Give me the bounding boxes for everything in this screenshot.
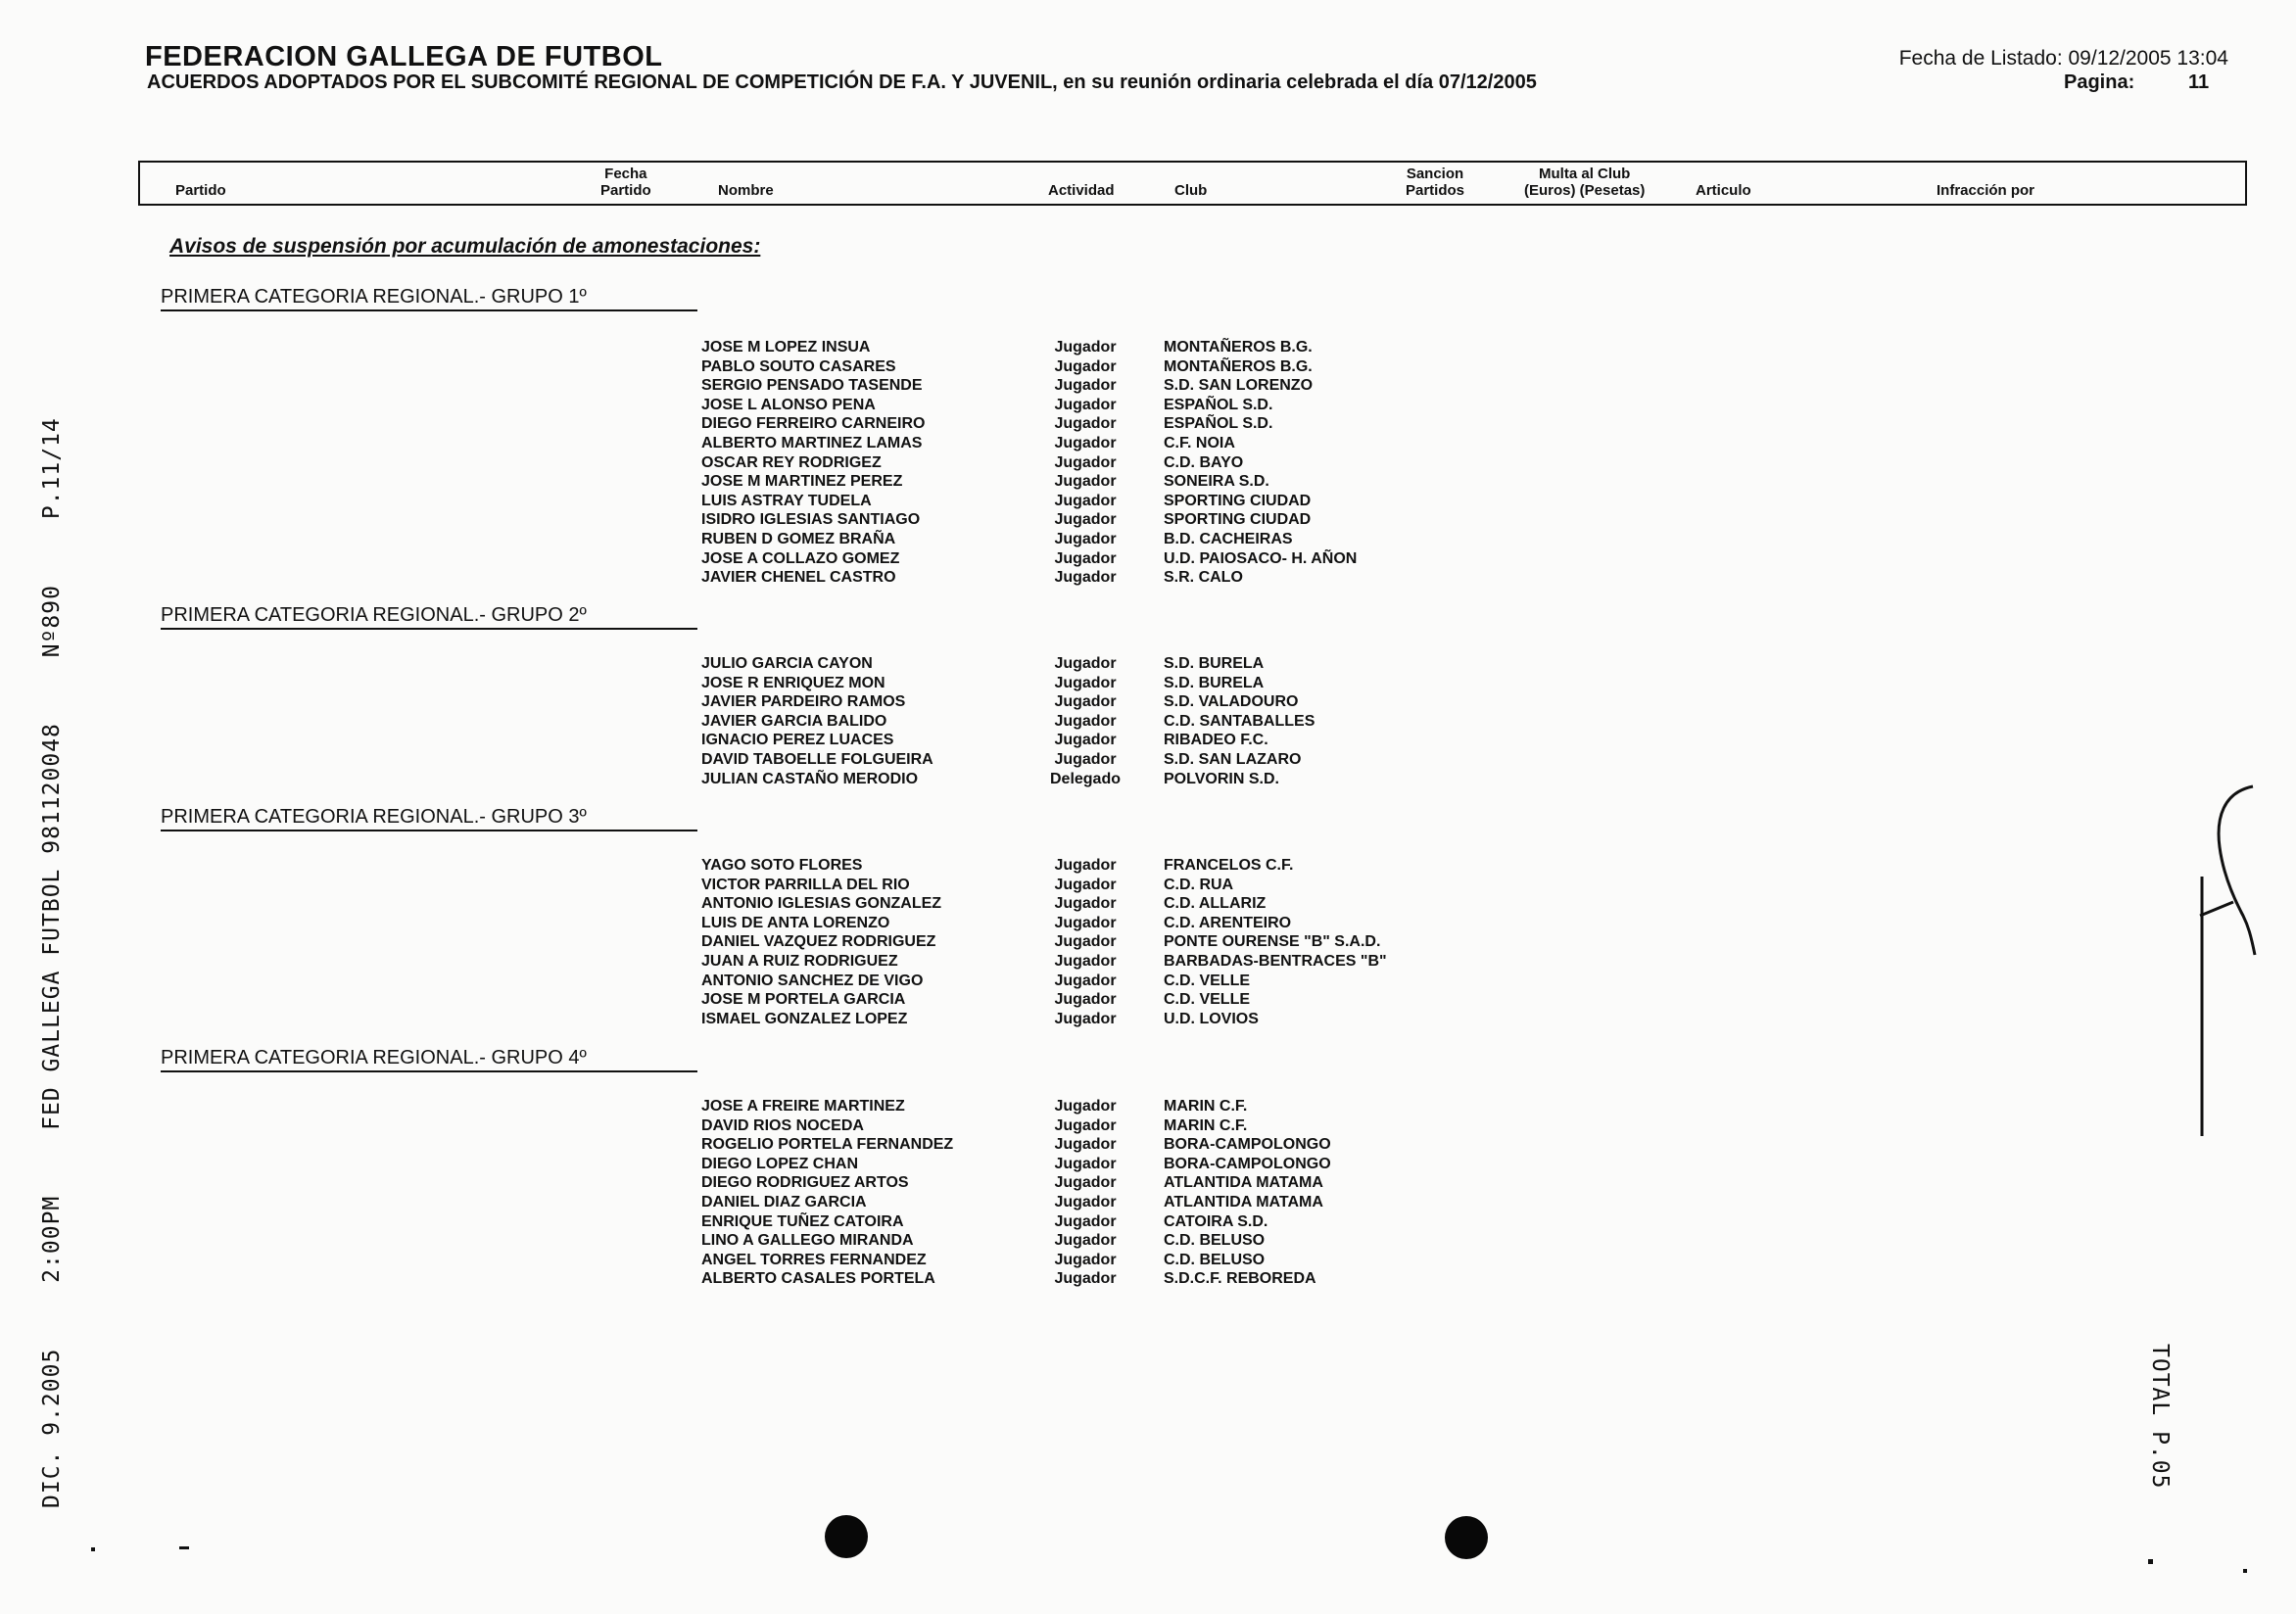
col-sancion-line1: Sancion (1406, 166, 1464, 182)
player-name: LUIS ASTRAY TUDELA (701, 492, 872, 509)
club-name: RIBADEO F.C. (1164, 732, 1268, 749)
fax-date: DIC. 9.2005 (39, 1348, 65, 1508)
player-name: JOSE M MARTINEZ PEREZ (701, 473, 903, 491)
listing-date: Fecha de Listado: 09/12/2005 13:04 (1898, 47, 2228, 70)
activity: Jugador (1054, 415, 1117, 433)
club-name: MARIN C.F. (1164, 1116, 1248, 1134)
player-name: DANIEL DIAZ GARCIA (701, 1194, 867, 1210)
activity: Jugador (1054, 1010, 1117, 1027)
activity: Jugador (1054, 549, 1117, 567)
punch-hole (1445, 1516, 1488, 1559)
player-name: ALBERTO CASALES PORTELA (701, 1270, 935, 1288)
player-name: ISIDRO IGLESIAS SANTIAGO (701, 511, 921, 529)
document-subtitle: ACUERDOS ADOPTADOS POR EL SUBCOMITÉ REGIONAL DE COMPETICIÓN DE F.A. Y JUVENIL, en su reunión ordinaria celebrada el día 07/12/2005 (147, 71, 1537, 93)
activity: Jugador (1054, 377, 1117, 395)
club-name: C.D. ARENTEIRO (1164, 914, 1292, 931)
club-name: POLVORIN S.D. (1164, 770, 1279, 787)
activity: Jugador (1054, 895, 1117, 913)
activity: Jugador (1054, 876, 1117, 893)
activity: Jugador (1054, 531, 1117, 547)
player-name: JULIAN CASTAÑO MERODIO (701, 770, 919, 787)
activity: Jugador (1054, 1232, 1117, 1250)
club-name: S.D. SAN LORENZO (1164, 377, 1314, 395)
player-name: JOSE M PORTELA GARCIA (701, 991, 906, 1009)
activity: Jugador (1054, 674, 1117, 691)
punch-hole (825, 1515, 868, 1558)
col-sancion-line2: Partidos (1406, 182, 1465, 199)
club-name: C.D. VELLE (1164, 991, 1251, 1009)
club-name: CATOIRA S.D. (1164, 1212, 1268, 1230)
scan-speck (2243, 1569, 2247, 1573)
player-name: RUBEN D GOMEZ BRAÑA (701, 531, 896, 547)
scan-speck (2148, 1559, 2153, 1564)
player-name: JOSE R ENRIQUEZ MON (701, 674, 885, 691)
fax-time: 2:00PM (39, 1195, 65, 1283)
activity: Jugador (1054, 933, 1117, 951)
signature-mark (2194, 779, 2263, 1151)
activity: Jugador (1054, 1136, 1117, 1154)
activity: Jugador (1054, 655, 1117, 672)
club-name: ESPAÑOL S.D. (1164, 415, 1273, 433)
fax-page: P.11/14 (39, 417, 65, 520)
player-name: LINO A GALLEGO MIRANDA (701, 1232, 914, 1250)
document-title: FEDERACION GALLEGA DE FUTBOL (145, 41, 663, 72)
activity: Jugador (1054, 1098, 1117, 1115)
group-title: PRIMERA CATEGORIA REGIONAL.- GRUPO 1º (161, 286, 697, 311)
club-name: SONEIRA S.D. (1164, 473, 1269, 491)
player-name: SERGIO PENSADO TASENDE (701, 377, 923, 395)
player-name: JAVIER PARDEIRO RAMOS (701, 693, 906, 711)
col-sancion (1406, 166, 1464, 199)
fax-sender: FED GALLEGA FUTBOL 981120048 (39, 723, 65, 1130)
club-name: BORA-CAMPOLONGO (1164, 1136, 1331, 1154)
fax-transmission-header (39, 366, 65, 1508)
activity: Delegado (1049, 770, 1121, 787)
activity: Jugador (1054, 751, 1117, 768)
club-name: C.D. BAYO (1164, 453, 1244, 471)
player-name: ALBERTO MARTINEZ LAMAS (701, 435, 923, 451)
player-name: ROGELIO PORTELA FERNANDEZ (701, 1136, 954, 1154)
club-name: S.D. VALADOURO (1164, 693, 1299, 711)
column-header-box (138, 161, 2247, 206)
col-partido: Partido (175, 182, 226, 199)
activity: Jugador (1054, 857, 1117, 874)
player-name: DIEGO RODRIGUEZ ARTOS (701, 1174, 909, 1192)
group-title: PRIMERA CATEGORIA REGIONAL.- GRUPO 4º (161, 1047, 697, 1072)
activity: Jugador (1054, 339, 1117, 356)
club-name: S.D. BURELA (1164, 655, 1265, 672)
club-name: PONTE OURENSE "B" S.A.D. (1164, 933, 1381, 951)
club-name: ATLANTIDA MATAMA (1164, 1174, 1323, 1192)
club-name: C.D. BELUSO (1164, 1251, 1266, 1268)
col-multa-line1: Multa al Club (1539, 166, 1631, 182)
scan-speck (91, 1547, 95, 1551)
club-name: MONTAÑEROS B.G. (1164, 357, 1313, 375)
club-name: S.R. CALO (1164, 569, 1243, 587)
player-name: ANTONIO IGLESIAS GONZALEZ (701, 895, 942, 913)
player-name: DIEGO FERREIRO CARNEIRO (701, 415, 926, 433)
activity: Jugador (1054, 473, 1117, 491)
col-fecha-line1: Fecha (604, 166, 647, 182)
activity: Jugador (1054, 511, 1117, 529)
club-name: U.D. LOVIOS (1164, 1010, 1259, 1027)
page-label: Pagina: (2064, 71, 2135, 93)
club-name: C.D. SANTABALLES (1164, 712, 1315, 730)
player-name: ANTONIO SANCHEZ DE VIGO (701, 972, 924, 989)
club-name: C.D. ALLARIZ (1164, 895, 1267, 913)
col-articulo: Articulo (1696, 182, 1751, 199)
player-name: YAGO SOTO FLORES (701, 857, 863, 874)
club-name: MARIN C.F. (1164, 1098, 1248, 1115)
player-name: IGNACIO PEREZ LUACES (701, 732, 894, 749)
fax-number: Nº890 (39, 585, 65, 658)
club-name: BARBADAS-BENTRACES "B" (1164, 953, 1387, 970)
player-name: PABLO SOUTO CASARES (701, 357, 896, 375)
club-name: C.D. VELLE (1164, 972, 1251, 989)
player-name: DANIEL VAZQUEZ RODRIGUEZ (701, 933, 936, 951)
activity: Jugador (1054, 453, 1117, 471)
player-name: OSCAR REY RODRIGEZ (701, 453, 882, 471)
col-multa (1524, 166, 1645, 199)
club-name: S.D. SAN LAZARO (1164, 751, 1302, 768)
activity: Jugador (1054, 396, 1117, 413)
activity: Jugador (1054, 732, 1117, 749)
activity: Jugador (1054, 693, 1117, 711)
activity: Jugador (1054, 712, 1117, 730)
player-name: JOSE A COLLAZO GOMEZ (701, 549, 900, 567)
col-club: Club (1174, 182, 1208, 199)
col-fecha-line2: Partido (600, 182, 651, 199)
club-name: C.D. RUA (1164, 876, 1234, 893)
activity: Jugador (1054, 1194, 1117, 1210)
activity: Jugador (1054, 953, 1117, 970)
scan-speck (179, 1546, 189, 1549)
player-name: ISMAEL GONZALEZ LOPEZ (701, 1010, 908, 1027)
player-name: VICTOR PARRILLA DEL RIO (701, 876, 910, 893)
col-actividad: Actividad (1048, 182, 1115, 199)
player-name: JAVIER CHENEL CASTRO (701, 569, 896, 587)
activity: Jugador (1054, 1212, 1117, 1230)
section-note: Avisos de suspensión por acumulación de amonestaciones: (169, 235, 761, 258)
club-name: C.F. NOIA (1164, 435, 1235, 451)
activity: Jugador (1054, 972, 1117, 989)
col-multa-line2: (Euros) (Pesetas) (1524, 182, 1646, 199)
club-name: FRANCELOS C.F. (1164, 857, 1294, 874)
club-name: U.D. PAIOSACO- H. AÑON (1164, 549, 1358, 567)
club-name: ESPAÑOL S.D. (1164, 396, 1273, 413)
club-name: ATLANTIDA MATAMA (1164, 1194, 1323, 1210)
activity: Jugador (1054, 1270, 1117, 1288)
player-name: JUAN A RUIZ RODRIGUEZ (701, 953, 898, 970)
player-name: JAVIER GARCIA BALIDO (701, 712, 887, 730)
club-name: S.D. BURELA (1164, 674, 1265, 691)
club-name: SPORTING CIUDAD (1164, 492, 1312, 509)
player-name: ENRIQUE TUÑEZ CATOIRA (701, 1212, 904, 1230)
activity: Jugador (1054, 435, 1117, 451)
player-name: JOSE A FREIRE MARTINEZ (701, 1098, 905, 1115)
player-name: DAVID TABOELLE FOLGUEIRA (701, 751, 933, 768)
page-number: 11 (2188, 71, 2210, 93)
group-title: PRIMERA CATEGORIA REGIONAL.- GRUPO 3º (161, 806, 697, 831)
activity: Jugador (1054, 569, 1117, 587)
activity: Jugador (1054, 914, 1117, 931)
player-name: JOSE L ALONSO PENA (701, 396, 876, 413)
activity: Jugador (1054, 1174, 1117, 1192)
activity: Jugador (1054, 991, 1117, 1009)
col-nombre: Nombre (718, 182, 774, 199)
club-name: B.D. CACHEIRAS (1164, 531, 1293, 547)
fax-total-pages: TOTAL P.05 (2147, 1344, 2173, 1490)
club-name: S.D.C.F. REBOREDA (1164, 1270, 1316, 1288)
activity: Jugador (1054, 492, 1117, 509)
player-name: ANGEL TORRES FERNANDEZ (701, 1251, 927, 1268)
player-name: LUIS DE ANTA LORENZO (701, 914, 890, 931)
player-name: DAVID RIOS NOCEDA (701, 1116, 864, 1134)
player-name: JOSE M LOPEZ INSUA (701, 339, 871, 356)
player-name: JULIO GARCIA CAYON (701, 655, 873, 672)
activity: Jugador (1054, 1155, 1117, 1172)
player-name: DIEGO LOPEZ CHAN (701, 1155, 859, 1172)
activity: Jugador (1054, 357, 1117, 375)
club-name: MONTAÑEROS B.G. (1164, 339, 1313, 356)
col-fecha-partido (600, 166, 651, 199)
group-title: PRIMERA CATEGORIA REGIONAL.- GRUPO 2º (161, 604, 697, 630)
activity: Jugador (1054, 1116, 1117, 1134)
activity: Jugador (1054, 1251, 1117, 1268)
club-name: BORA-CAMPOLONGO (1164, 1155, 1331, 1172)
club-name: SPORTING CIUDAD (1164, 511, 1312, 529)
col-infraccion: Infracción por (1937, 182, 2035, 199)
club-name: C.D. BELUSO (1164, 1232, 1266, 1250)
